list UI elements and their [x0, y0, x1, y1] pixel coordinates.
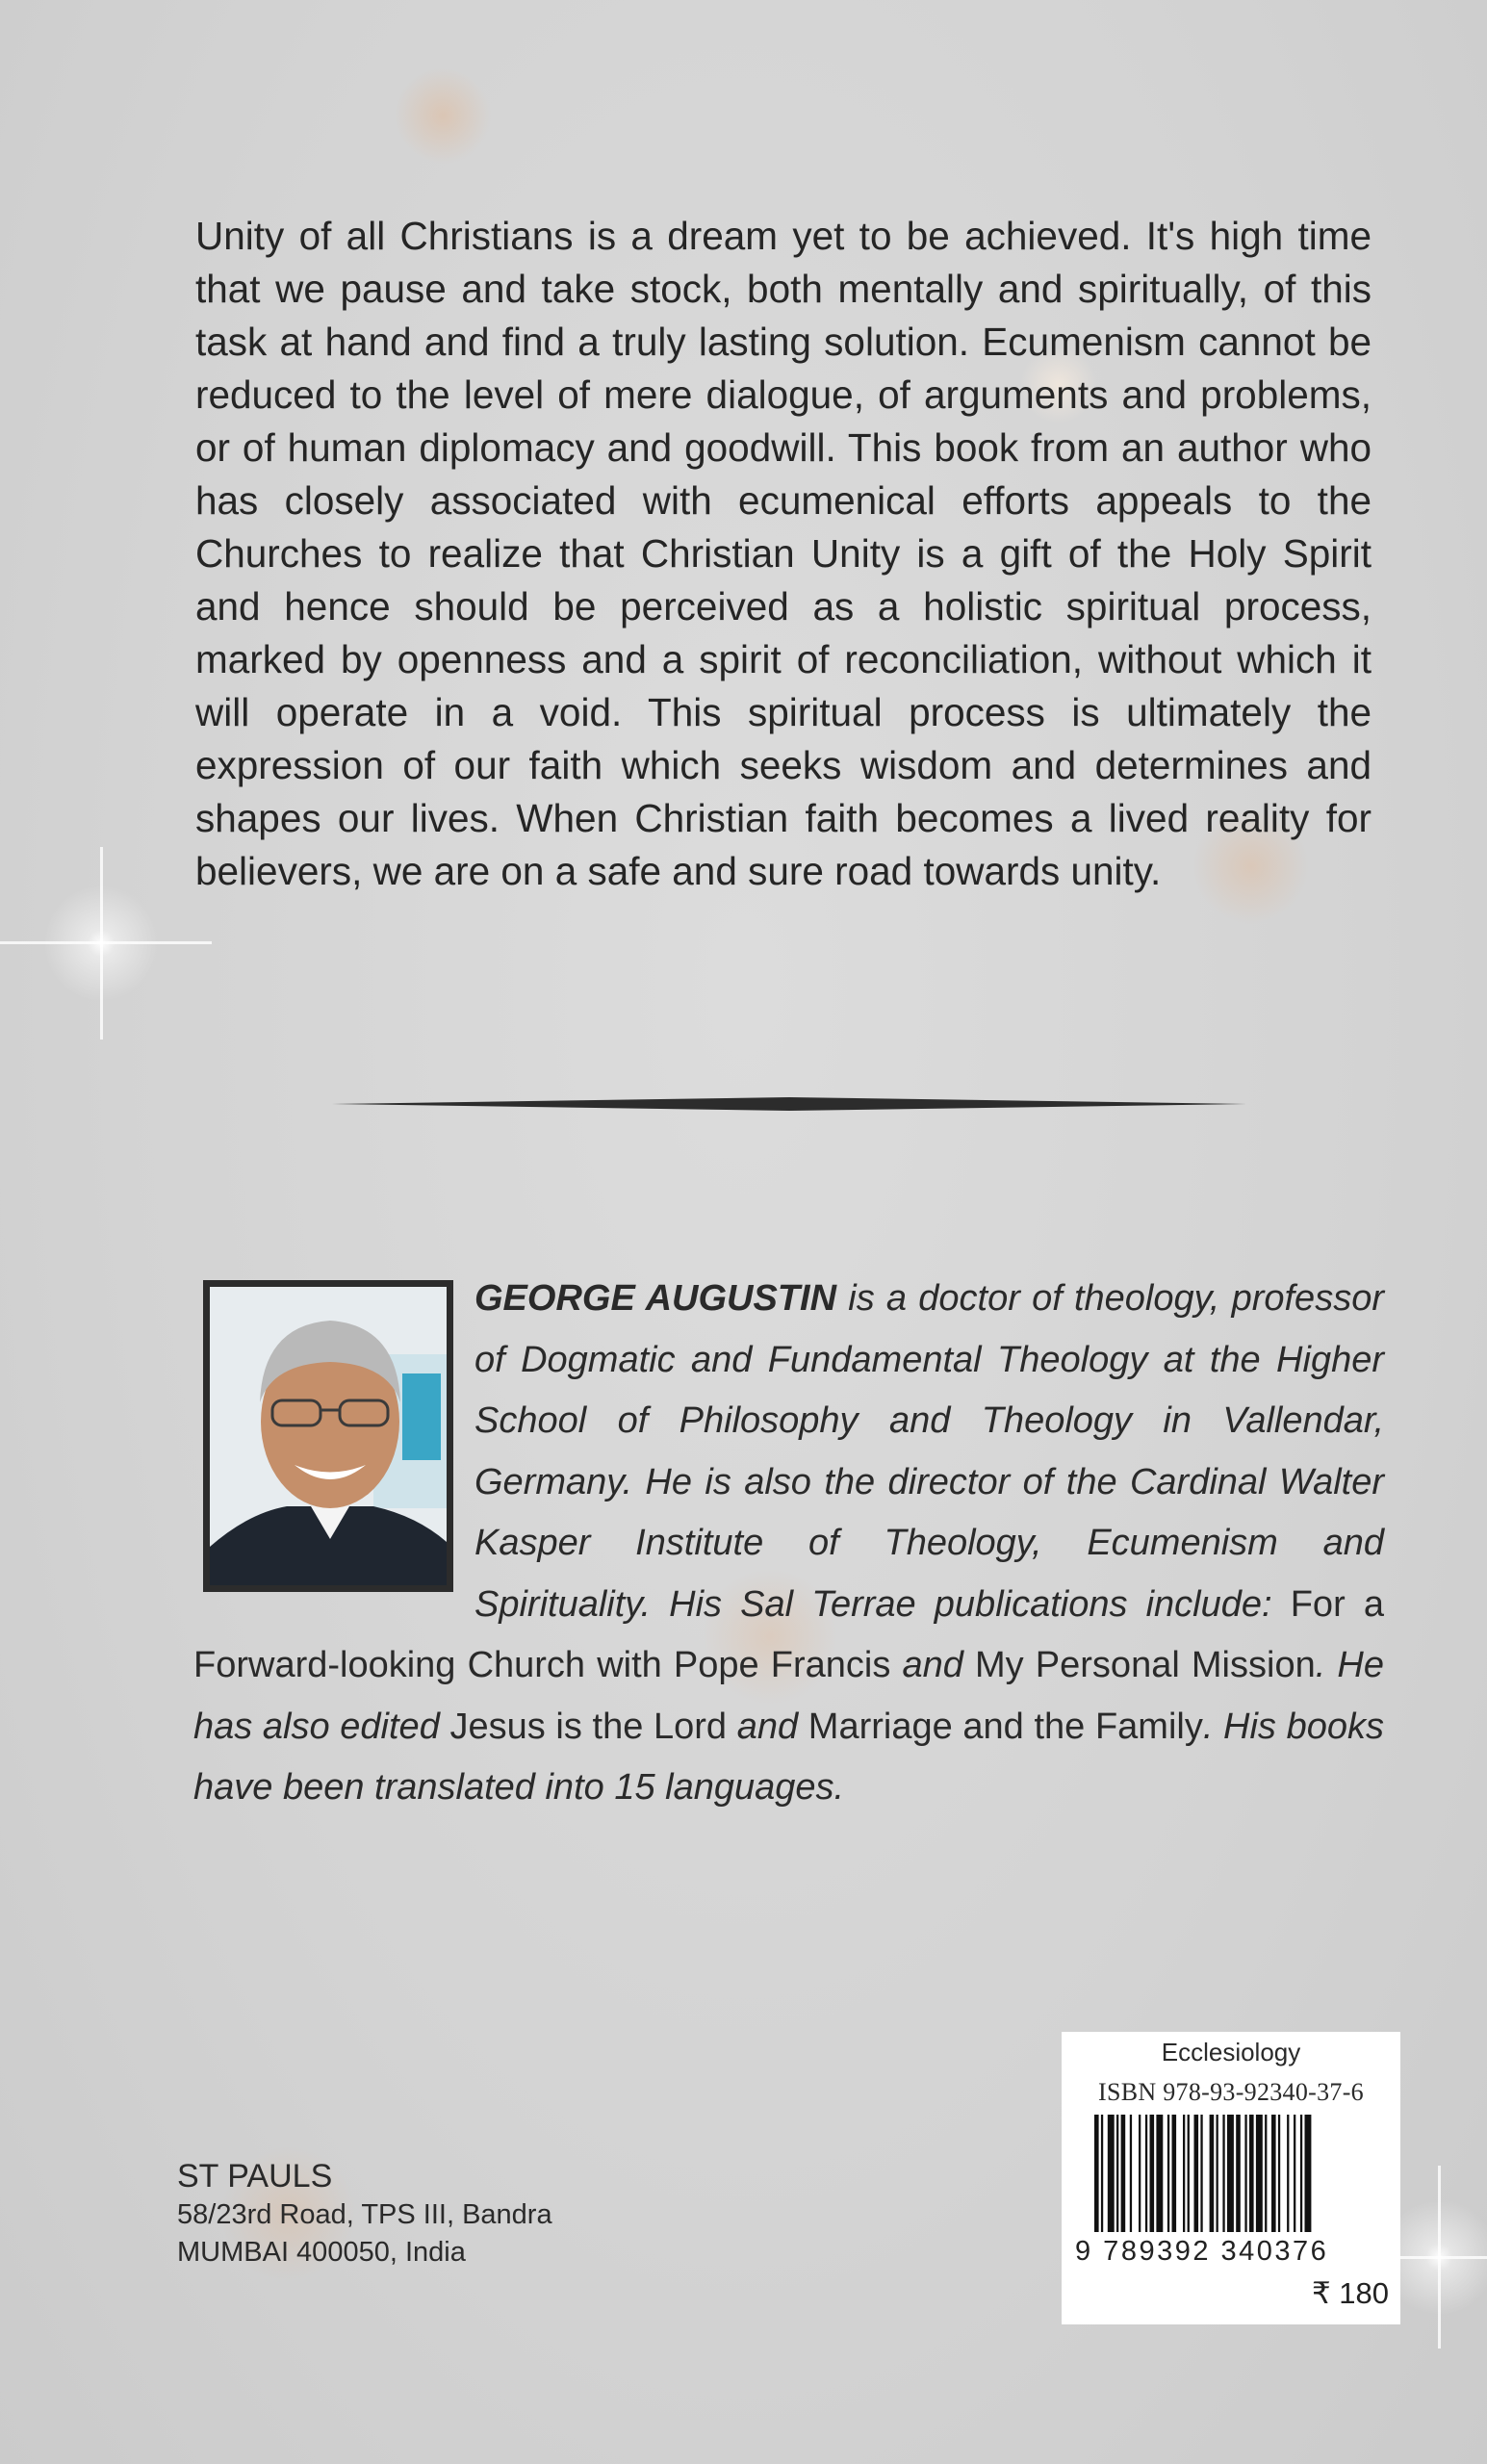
- barcode-icon: [1094, 2115, 1373, 2232]
- isbn-label: ISBN 978-93-92340-37-6: [1098, 2078, 1364, 2106]
- book-title: For a Forward-looking Church with Pope Francis: [193, 1583, 1384, 1685]
- book-title: Jesus is the Lord: [449, 1706, 728, 1747]
- barcode-digits: 9 789392 340376: [1075, 2236, 1329, 2267]
- blurb-text: Unity of all Christians is a dream yet to be achieved. It's high time that we pause and take stock, both mentally and spiritually, of this task at hand and find a truly lasting solution. Ecumenism cannot be reduced to the level of mere dialogue, of arguments and problems, or of human diplomacy and goodwill. This book from an author who has closely associated with ecumenical efforts appeals to the Churches to realize that Christian Unity is a gift of the Holy Spirit and hence should be perceived as a holistic spiritual process, marked by openness and a spirit of reconciliation, without which it will operate in a void. This spiritual process is ultimately the expression of our faith which seeks wisdom and determines and shapes our lives. When Christian faith becomes a lived reality for believers, we are on a safe and sure road towards unity.: [195, 214, 1372, 893]
- star-flare: [0, 941, 212, 944]
- author-bio: [193, 1269, 1384, 1819]
- bio-text: . His books have been translated into 15 languages.: [193, 1706, 1384, 1808]
- star-flare: [100, 847, 103, 1040]
- barcode-box: [1062, 2032, 1400, 2324]
- bio-text: . He has also edited: [193, 1645, 1384, 1747]
- bio-text: and: [890, 1645, 976, 1685]
- bio-text: and: [727, 1706, 808, 1747]
- bio-text: is a doctor of theology, professor of Dogmatic and Fundamental Theology at the Higher School of Philosophy and Theology in Vallendar, Germany. He is also the director of the Cardinal Walter Kasper Institute of Theology, Ecumenism and Spirituality. His Sal Terrae publications include:: [474, 1278, 1384, 1625]
- star-flare: [1438, 2166, 1441, 2348]
- book-title: My Personal Mission: [975, 1645, 1316, 1685]
- author-photo: [203, 1280, 453, 1592]
- publisher-address: MUMBAI 400050, India: [177, 2237, 466, 2268]
- book-title: Marriage and the Family: [808, 1706, 1203, 1747]
- publisher-block: [177, 2156, 552, 2272]
- divider-line: [332, 1097, 1246, 1111]
- category-label: Ecclesiology: [1161, 2038, 1301, 2066]
- publisher-name: ST PAULS: [177, 2158, 333, 2194]
- publisher-address: 58/23rd Road, TPS III, Bandra: [177, 2199, 552, 2230]
- author-name: GEORGE AUGUSTIN: [474, 1278, 837, 1319]
- price-label: ₹ 180: [1311, 2276, 1389, 2310]
